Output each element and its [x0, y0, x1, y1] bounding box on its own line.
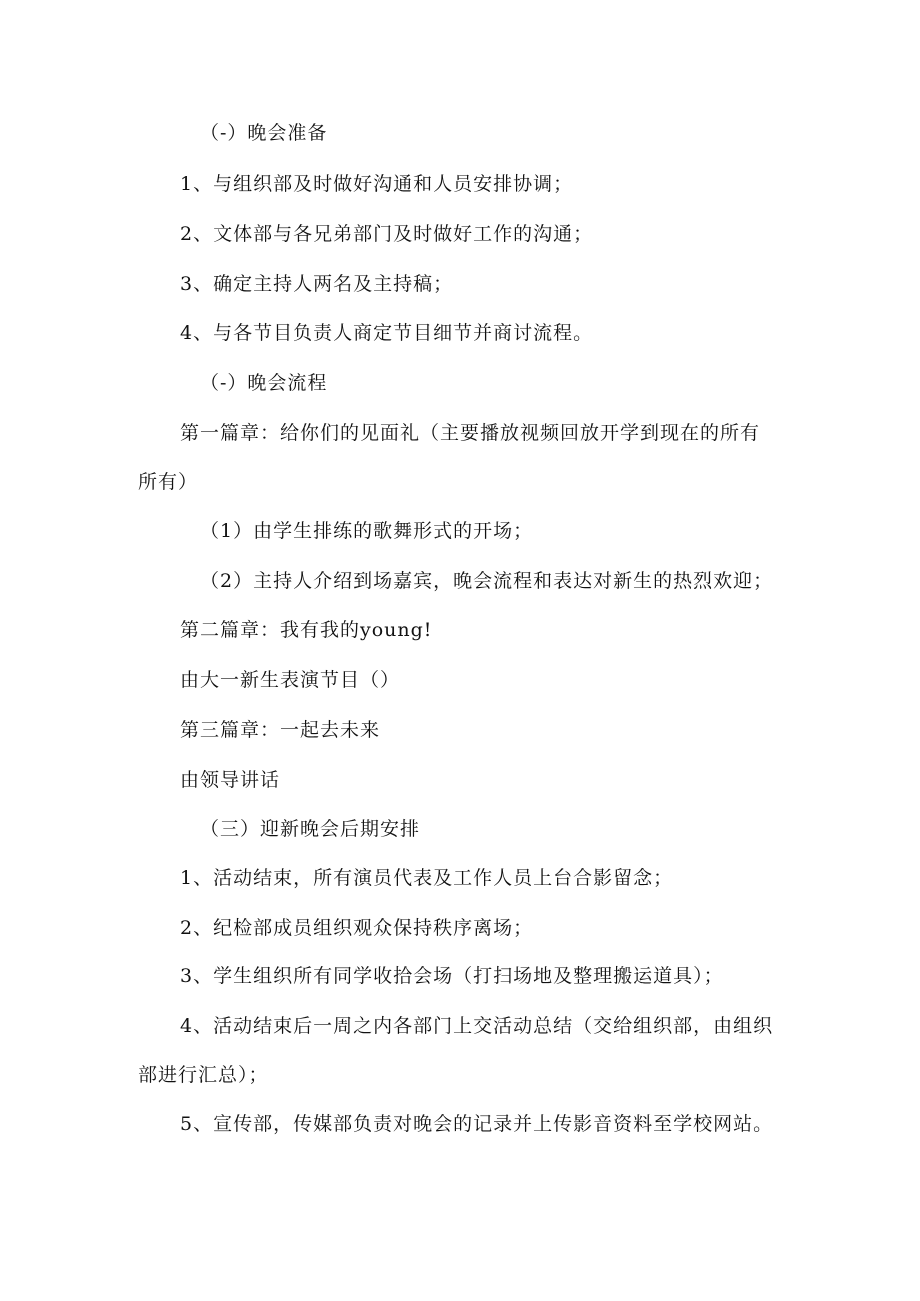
chapter-2-title: 第二篇章：我有我的young! [180, 619, 433, 641]
follow-up-item-4: 4、活动结束后一周之内各部门上交活动总结（交给组织部，由组织 [180, 1015, 774, 1037]
follow-up-item-2: 2、纪检部成员组织观众保持秩序离场； [180, 917, 534, 939]
follow-up-item-5: 5、宣传部，传媒部负责对晚会的记录并上传影音资料至学校网站。 [180, 1113, 774, 1135]
follow-up-item-1: 1、活动结束，所有演员代表及工作人员上台合影留念； [180, 867, 674, 889]
chapter-1-title: 第一篇章：给你们的见面礼（主要播放视频回放开学到现在的所有 [180, 422, 761, 444]
chapter-1-title-continued: 所有） [138, 471, 199, 493]
section-heading-process: （-）晚会流程 [200, 372, 328, 394]
follow-up-item-4-continued: 部进行汇总）； [138, 1064, 269, 1086]
follow-up-item-3: 3、学生组织所有同学收拾会场（打扫场地及整理搬运道具）； [180, 965, 724, 987]
prep-item-2: 2、文体部与各兄弟部门及时做好工作的沟通； [180, 223, 594, 245]
chapter-3-detail: 由领导讲话 [180, 769, 281, 791]
section-heading-follow-up: （三）迎新晚会后期安排 [200, 818, 421, 840]
chapter-1-step-2: （2）主持人介绍到场嘉宾，晚会流程和表达对新生的热烈欢迎； [200, 570, 774, 592]
chapter-1-step-1: （1）由学生排练的歌舞形式的开场； [200, 520, 534, 542]
chapter-3-title: 第三篇章：一起去未来 [180, 719, 381, 741]
section-heading-preparation: （-）晚会准备 [200, 122, 328, 144]
chapter-2-detail: 由大一新生表演节目（） [180, 669, 401, 691]
prep-item-1: 1、与组织部及时做好沟通和人员安排协调； [180, 173, 574, 195]
prep-item-3: 3、确定主持人两名及主持稿； [180, 273, 454, 295]
prep-item-4: 4、与各节目负责人商定节目细节并商讨流程。 [180, 322, 594, 344]
